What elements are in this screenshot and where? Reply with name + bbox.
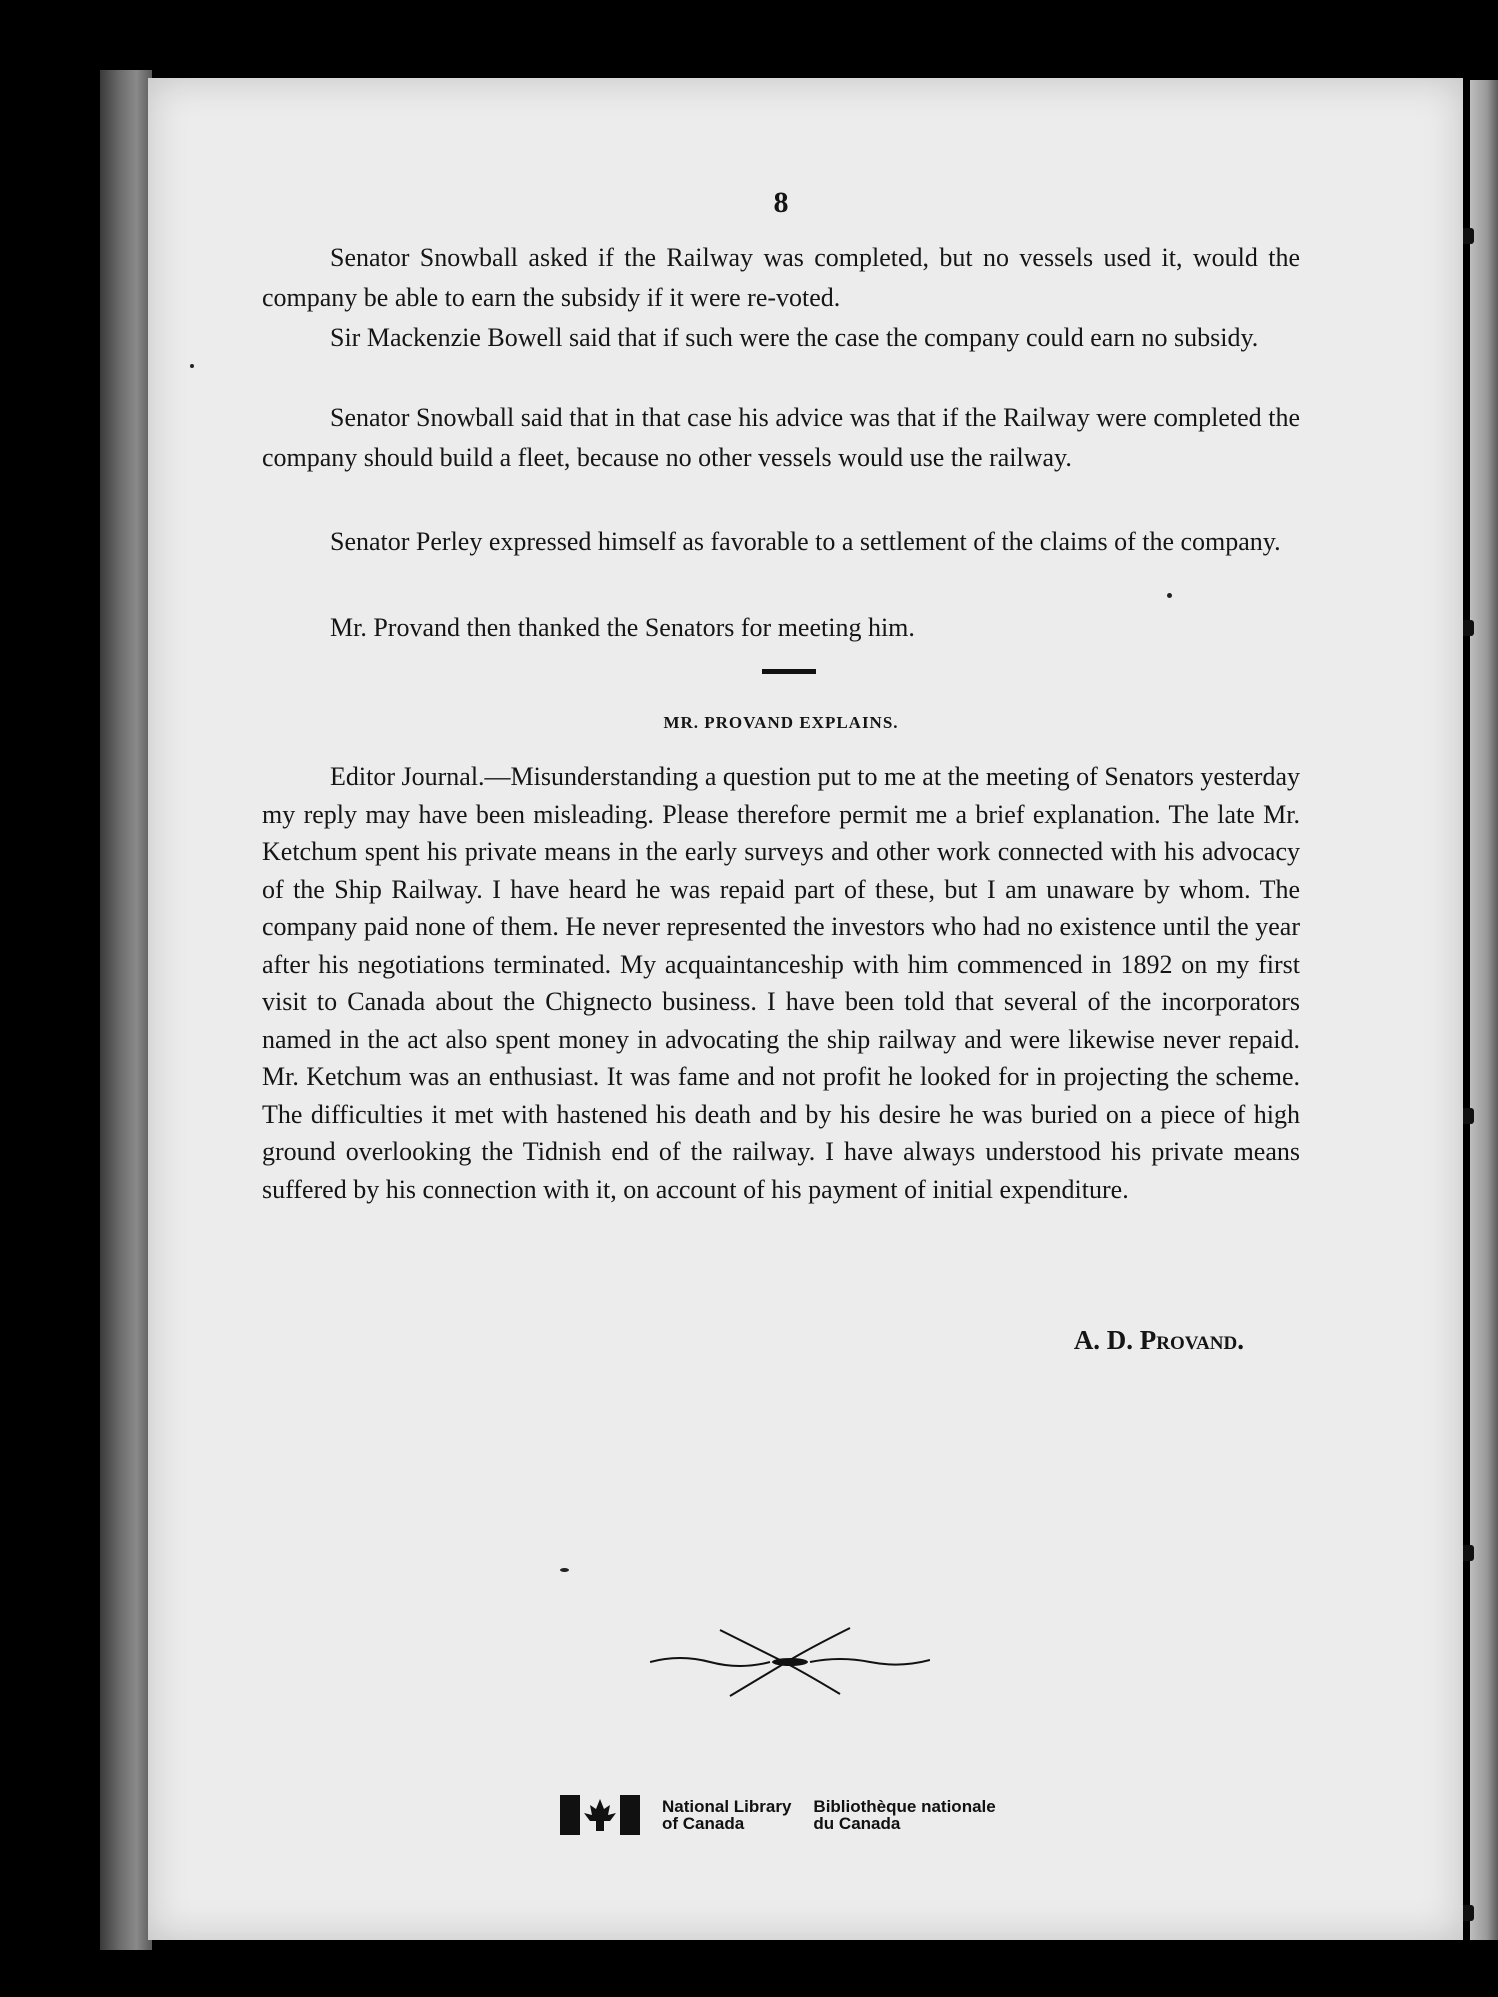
page-number: 8 (773, 186, 789, 219)
letter-body: Editor Journal.—Misunderstanding a question put to me at the meeting of Senators yesterday my reply may have been misleading. Please therefore permit me a brief explanation. The late Mr. Ketchum spent his private means in the early surveys and other work connected with his advocacy of the Ship Railway. I have heard he was repaid part of these, but I am unaware by whom. The company paid none of them. He never represented the investors who had no existence until the year after his negotiations terminated. My acquaintanceship with him commenced in 1892 on my first visit to Canada about the Chignecto business. I have been told that several of the incorporators named in the act also spent money in advocating the ship railway and were likewise never repaid. Mr. Ketchum was an enthusiast. It was fame and not profit he looked for in projecting the scheme. The difficulties it met with hastened his death and by his desire he was buried on a piece of high ground overlooking the Tidnish end of the railway. I have always understood his private means suffered by his connection with it, on account of his payment of initial expenditure. (262, 762, 1300, 1204)
paragraph: Senator Snowball asked if the Railway was completed, but no vessels used it, would the company be able to earn the subsidy if it were re-voted. (262, 243, 1300, 312)
library-logo (560, 1790, 1060, 1840)
page-edge (1470, 80, 1498, 1940)
library-name-en-line1: National Library (662, 1797, 792, 1816)
paragraph: Mr. Provand then thanked the Senators for meeting him. (330, 613, 915, 642)
paragraph: Senator Snowball said that in that case his advice was that if the Railway were completed the company should build a fleet, because no other vessels would use the railway. (262, 403, 1300, 472)
section-heading: MR. PROVAND EXPLAINS. (663, 713, 899, 732)
paragraph: Senator Perley expressed himself as favorable to a settlement of the claims of the company. (330, 527, 1281, 556)
library-name-en-line2: of Canada (662, 1814, 745, 1833)
book-binding (100, 70, 152, 1950)
library-name-fr-line2: du Canada (813, 1814, 901, 1833)
ornament-flourish (650, 1620, 930, 1700)
dust-speck (190, 364, 194, 368)
library-name-fr-line1: Bibliothèque nationale (813, 1797, 996, 1816)
section-divider (762, 669, 816, 674)
library-name-en (662, 1798, 791, 1832)
dust-speck (1167, 593, 1172, 598)
signature: A. D. Provand. (1073, 1325, 1244, 1355)
dust-speck (560, 1568, 569, 1572)
paragraph: Sir Mackenzie Bowell said that if such were the case the company could earn no subsidy. (330, 323, 1259, 352)
canada-flag-icon (560, 1793, 640, 1837)
library-name-fr (813, 1798, 995, 1832)
